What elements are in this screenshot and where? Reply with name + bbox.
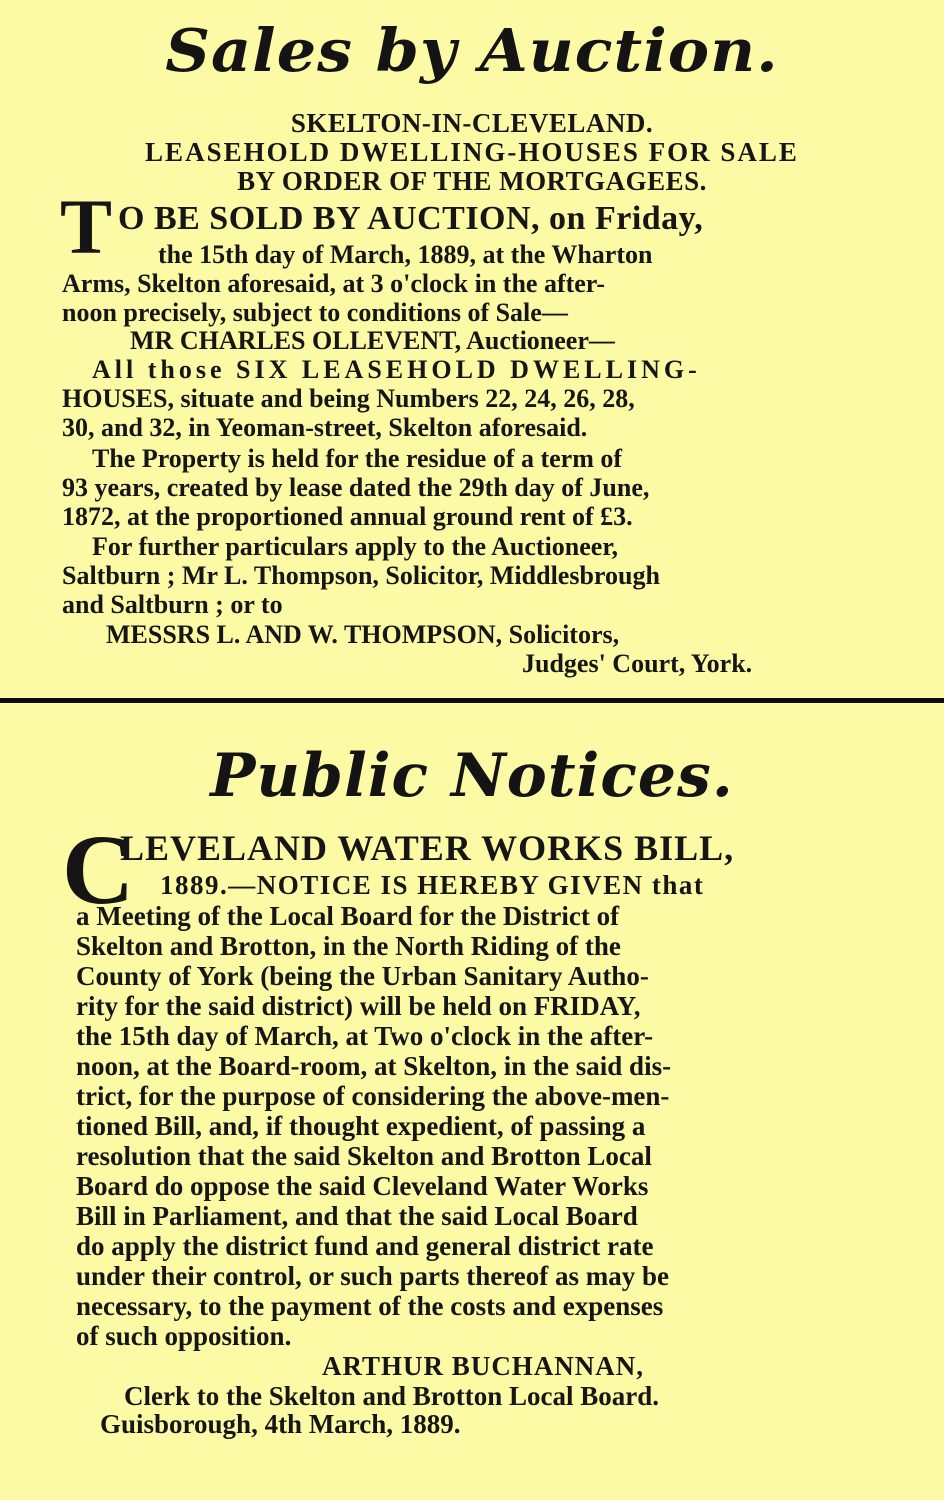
auction-line: For further particulars apply to the Auctioneer, xyxy=(92,532,618,561)
auction-line: 1872, at the proportioned annual ground rent of £3. xyxy=(62,502,633,531)
notice-line: resolution that the said Skelton and Brotton Local xyxy=(76,1141,652,1171)
notice-line: under their control, or such parts thereof as may be xyxy=(76,1261,669,1291)
signatory-title: Clerk to the Skelton and Brotton Local Board. xyxy=(124,1381,660,1411)
notice-line: trict, for the purpose of considering the above-men- xyxy=(76,1081,670,1111)
auction-line: O BE SOLD BY AUCTION, on Friday, xyxy=(118,200,704,237)
auction-line: Arms, Skelton aforesaid, at 3 o'clock in the after- xyxy=(62,269,606,298)
auction-place: SKELTON-IN-CLEVELAND. xyxy=(290,108,654,138)
auction-line: 93 years, created by lease dated the 29th day of June, xyxy=(62,473,650,502)
notice-line: do apply the district fund and general district rate xyxy=(76,1231,654,1261)
auction-line: 30, and 32, in Yeoman-street, Skelton aforesaid. xyxy=(62,413,588,442)
auction-line: noon precisely, subject to conditions of Sale— xyxy=(62,298,568,327)
notice-date: Guisborough, 4th March, 1889. xyxy=(100,1409,461,1439)
notices-heading: Public Notices. xyxy=(210,741,734,811)
auction-subtitle-1: LEASEHOLD DWELLING-HOUSES FOR SALE xyxy=(145,137,799,167)
auction-advertisement xyxy=(0,0,944,698)
auction-line: Saltburn ; Mr L. Thompson, Solicitor, Middlesbrough xyxy=(62,561,660,590)
notice-line: tioned Bill, and, if thought expedient, of passing a xyxy=(76,1111,646,1141)
auction-line: the 15th day of March, 1889, at the Wharton xyxy=(158,240,653,269)
notice-line: necessary, to the payment of the costs and expenses xyxy=(76,1291,664,1321)
notice-line: rity for the said district) will be held on FRIDAY, xyxy=(76,991,641,1021)
notice-line: a Meeting of the Local Board for the District of xyxy=(76,901,620,931)
notice-line: of such opposition. xyxy=(76,1321,292,1351)
solicitors-address: Judges' Court, York. xyxy=(522,649,753,678)
notice-line: the 15th day of March, at Two o'clock in the after- xyxy=(76,1021,654,1051)
auction-line: and Saltburn ; or to xyxy=(62,590,283,619)
auction-line: HOUSES, situate and being Numbers 22, 24, 26, 28, xyxy=(62,384,635,413)
notice-title: LEVELAND WATER WORKS BILL, xyxy=(120,828,735,868)
auction-line: The Property is held for the residue of a term of xyxy=(92,444,623,473)
auction-subtitle-2: BY ORDER OF THE MORTGAGEES. xyxy=(237,166,707,196)
notice-line: noon, at the Board-room, at Skelton, in the said dis- xyxy=(76,1051,672,1081)
notice-line: 1889.—NOTICE IS HEREBY GIVEN that xyxy=(160,870,705,900)
public-notice xyxy=(0,703,944,1500)
auction-line: All those SIX LEASEHOLD DWELLING- xyxy=(92,355,701,384)
auctioneer-line: MR CHARLES OLLEVENT, Auctioneer— xyxy=(130,326,615,355)
auction-heading: Sales by Auction. xyxy=(165,15,779,86)
notice-line: Bill in Parliament, and that the said Local Board xyxy=(76,1201,638,1231)
signatory-name: ARTHUR BUCHANNAN, xyxy=(322,1351,645,1381)
notice-drop-cap: C xyxy=(62,814,135,925)
notice-line: Board do oppose the said Cleveland Water Works xyxy=(76,1171,649,1201)
auction-drop-cap: T xyxy=(60,183,113,270)
notice-line: Skelton and Brotton, in the North Riding of the xyxy=(76,931,621,961)
solicitors-line: MESSRS L. AND W. THOMPSON, Solicitors, xyxy=(106,620,620,649)
notice-line: County of York (being the Urban Sanitary Autho- xyxy=(76,961,649,991)
